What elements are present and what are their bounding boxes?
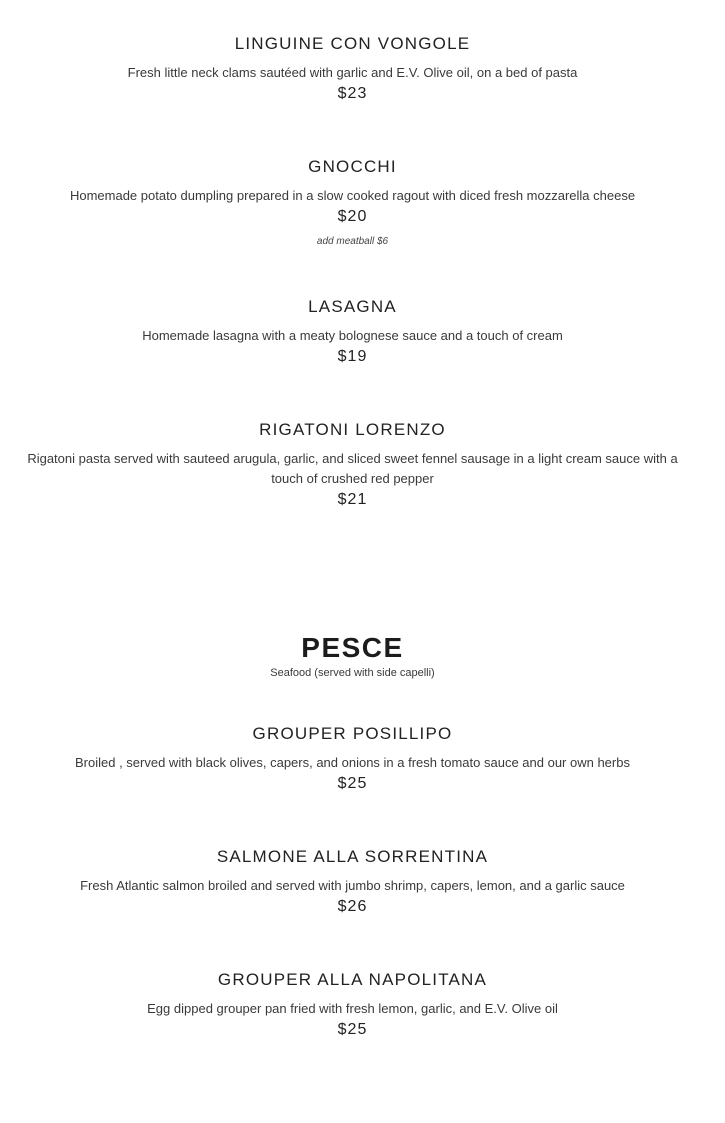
menu-item-gnocchi [0, 156, 705, 249]
menu-item-grouper-posillipo [0, 723, 705, 795]
menu-item-description: Homemade potato dumpling prepared in a slow cooked ragout with diced fresh mozzarella cheese [69, 188, 636, 203]
menu-item-price: $25 [337, 1021, 368, 1038]
menu-item-linguine [0, 33, 705, 105]
menu-item-title: SALMONE ALLA SORRENTINA [216, 847, 489, 866]
menu-item-description: Fresh little neck clams sautéed with garlic and E.V. Olive oil, on a bed of pasta [127, 65, 578, 80]
menu-item-price: $21 [337, 491, 368, 508]
menu-item-addon-note: add meatball $6 [316, 236, 389, 247]
section-title: PESCE [301, 632, 404, 663]
menu-item-title: LINGUINE CON VONGOLE [234, 34, 471, 53]
menu-item-price: $23 [337, 85, 368, 102]
menu-item-title: GROUPER POSILLIPO [252, 724, 453, 743]
menu-item-price: $25 [337, 775, 368, 792]
menu-item-price: $19 [337, 348, 368, 365]
menu-item-price: $26 [337, 898, 368, 915]
section-subtitle: Seafood (served with side capelli) [270, 667, 435, 679]
menu-item-title: LASAGNA [308, 297, 397, 316]
menu-item-title: RIGATONI LORENZO [259, 420, 446, 439]
menu-item-title: GROUPER ALLA NAPOLITANA [217, 970, 488, 989]
menu-item-lasagna [0, 296, 705, 368]
menu-item-title: GNOCCHI [308, 157, 397, 176]
menu-item-salmone-sorrentina [0, 846, 705, 918]
menu-item-grouper-napolitana [0, 969, 705, 1041]
menu-item-description: Fresh Atlantic salmon broiled and served with jumbo shrimp, capers, lemon, and a garlic sauce [80, 878, 625, 893]
menu-item-rigatoni [0, 419, 705, 511]
menu-item-description: Egg dipped grouper pan fried with fresh lemon, garlic, and E.V. Olive oil [147, 1001, 558, 1016]
section-header-pesce [0, 632, 705, 680]
menu-item-description: Rigatoni pasta served with sauteed arugula, garlic, and sliced sweet fennel sausage in a light cream sauce with a touch of crushed red pepper [27, 451, 678, 486]
menu-item-description: Broiled , served with black olives, capers, and onions in a fresh tomato sauce and our own herbs [75, 755, 630, 770]
menu-item-price: $20 [337, 208, 368, 225]
menu-item-description: Homemade lasagna with a meaty bolognese sauce and a touch of cream [142, 328, 563, 343]
